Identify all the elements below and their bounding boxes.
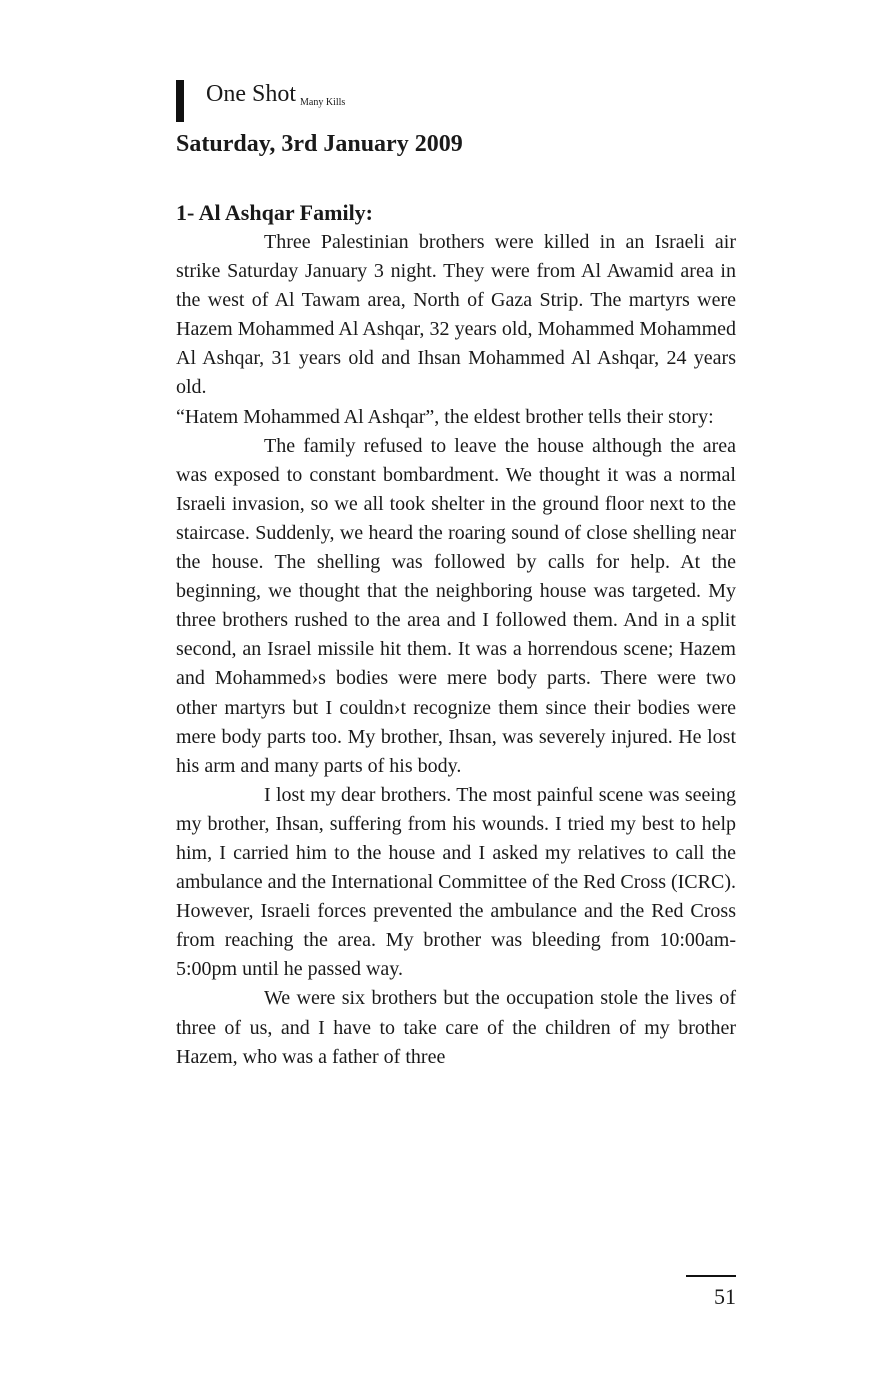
running-header	[176, 80, 345, 122]
book-subtitle: Many Kills	[300, 97, 346, 108]
paragraph-narrator: “Hatem Mohammed Al Ashqar”, the eldest brother tells their story:	[176, 405, 714, 428]
paragraph-family: We were six brothers but the occupation stole the lives of three of us, and I have to take care of the children of my brother Hazem, who was a father of three	[176, 987, 736, 1068]
footer-rule	[686, 1275, 736, 1277]
paragraph-testimony: The family refused to leave the house although the area was exposed to constant bombardment. We thought it was a normal Israeli invasion, so we all took shelter in the ground floor next to the staircase. Suddenly, we heard the roaring sound of close shelling near the house. The shelling was followed by calls for help. At the beginning, we thought that the neighboring house was targeted. My three brothers rushed to the area and I followed them. And in a split second, an Israel missile hit them. It was a horrendous scene; Hazem and Mohammed›s bodies were mere body parts. There were two other martyrs but I couldn›t recognize them since their bodies were mere body parts too. My brother, Ihsan, was severely injured. He lost his arm and many parts of his body.	[176, 434, 736, 777]
book-title: One Shot	[206, 81, 296, 107]
date-heading: Saturday, 3rd January 2009	[176, 131, 463, 157]
page-number: 51	[714, 1284, 736, 1309]
header-bar	[176, 80, 184, 122]
paragraph-loss: I lost my dear brothers. The most painful scene was seeing my brother, Ihsan, suffering from his wounds. I tried my best to help him, I carried him to the house and I asked my relatives to call the ambulance and the International Committee of the Red Cross (ICRC). However, Israeli forces prevented the ambulance and the Red Cross from reaching the area. My brother was bleeding from 10:00am-5:00pm until he passed way.	[176, 783, 736, 981]
body-text	[176, 228, 736, 1072]
section-title: 1- Al Ashqar Family:	[176, 200, 374, 225]
paragraph-intro: Three Palestinian brothers were killed in an Israeli air strike Saturday January 3 night. They were from Al Awamid area in the west of Al Tawam area, North of Gaza Strip. The martyrs were Hazem Mohammed Al Ashqar, 32 years old, Mohammed Mohammed Al Ashqar, 31 years old and Ihsan Mohammed Al Ashqar, 24 years old.	[176, 231, 736, 399]
